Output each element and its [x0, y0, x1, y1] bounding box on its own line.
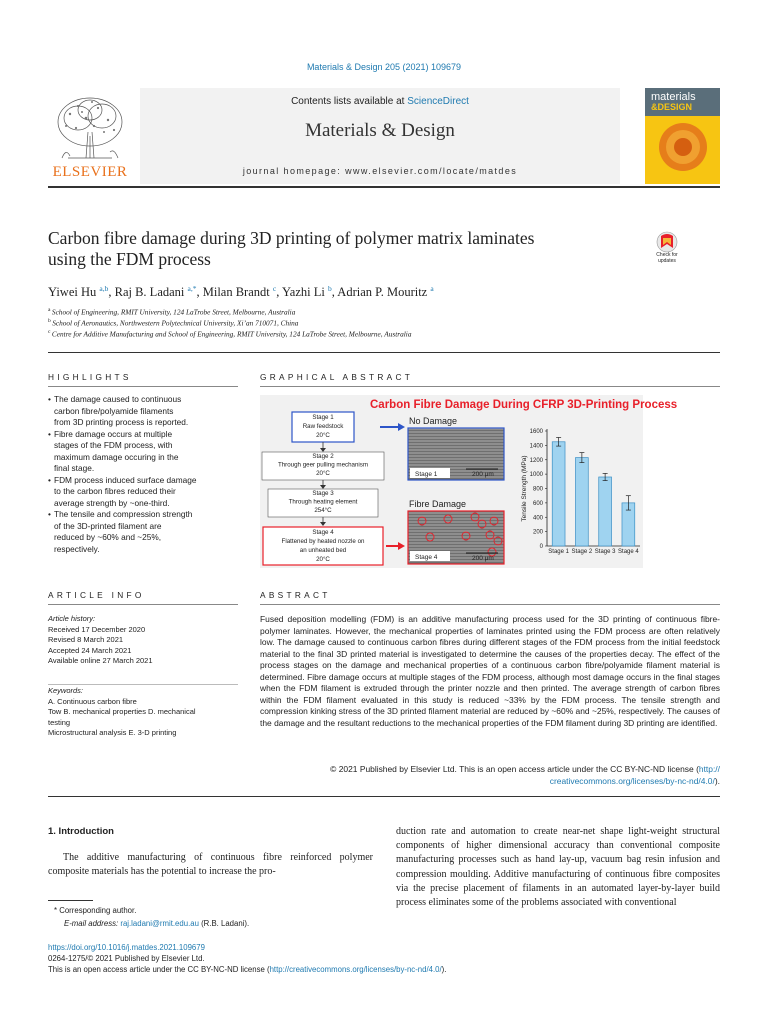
graphical-abstract-heading: GRAPHICAL ABSTRACT: [260, 372, 414, 382]
stage-1-label: Stage 1: [312, 414, 334, 421]
license-prefix: This is an open access article under the CC BY-NC-ND license (: [48, 965, 270, 974]
stage-2-temp: 20°C: [316, 470, 330, 477]
y-axis-title: Tensile Strength (MPa): [521, 455, 528, 522]
history-accepted: Accepted 24 March 2021: [48, 645, 132, 655]
y-tick-label: 1400: [529, 443, 543, 450]
homepage-url[interactable]: www.elsevier.com/locate/matdes: [345, 166, 518, 176]
highlight-line: stages of the FDM process, with: [54, 440, 173, 450]
bar: [599, 477, 612, 546]
abstract-copyright: [260, 764, 720, 787]
license-suffix: ).: [441, 965, 447, 974]
x-tick-label: Stage 4: [618, 549, 639, 555]
stage-1-desc: Raw feedstock: [302, 423, 344, 430]
intro-paragraph-left: The additive manufacturing of continuous fibre reinforced polymer composite materials has the potential to increase the pro-: [48, 852, 373, 878]
abstract-text: Fused deposition modelling (FDM) is an additive manufacturing process used for the 3D printing of continuous fibre-polymer laminates. However, the mechanical properties of laminates printed using the FDM process are often relatively low. The damage caused to continuous carbon fibres during different stages of the FDM process from the initial feedstock material to the final 3D printed material is investigated to determine the causes of the properties decay. The effect of the process stages on the damage and mechanical properties of a continuous carbon fibre/polyamide filament material is determined. Fibre damage occurs at multiple stages of the FDM process, although most damage occurs in the final stages when the FDM filament is extruded through the printer nozzle and then printed. The average strength of carbon fibres within the FDM filament evaluated in this study is reduced ~33% by the FDM process. The tensile strength and compression kinking stress of the 3D printed filament material are reduced by ~60% and ~25%, respectively. The causes of the damage and the resultant reductions to the mechanical properties of the FDM filament during 3D printing are identified.: [260, 614, 720, 728]
bar: [575, 458, 588, 546]
history-online: Available online 27 March 2021: [48, 656, 153, 665]
author-affil-sup[interactable]: a,*: [187, 284, 197, 293]
stage-4-label: Stage 4: [312, 529, 334, 536]
highlight-line: to the carbon fibres reduced their: [54, 486, 176, 496]
footnote-rule: [48, 900, 93, 901]
journal-homepage: [140, 166, 620, 176]
highlight-line: respectively.: [54, 543, 100, 554]
email-suffix: (R.B. Ladani).: [198, 919, 250, 928]
y-tick-label: 1200: [529, 457, 543, 464]
stage-4-tag: Stage 4: [415, 554, 438, 561]
check-updates-line-2: updates: [658, 258, 676, 264]
highlights-heading: HIGHLIGHTS: [48, 372, 132, 382]
title-line-1: Carbon fibre damage during 3D printing of polymer matrix laminates: [48, 228, 535, 248]
highlights-list: [48, 394, 228, 555]
keywords: [48, 686, 238, 739]
cover-title-1: materials: [651, 91, 696, 103]
highlight-item: [48, 509, 228, 555]
graphical-abstract-rule: [260, 386, 720, 387]
publication-info: [48, 942, 728, 975]
license-url-link[interactable]: http://creativecommons.org/licenses/by-nc-nd/4.0/: [269, 965, 442, 974]
highlight-line: • Fibre damage occurs at multiple: [54, 428, 173, 439]
stage-2-desc: Through geer pulling mechanism: [277, 461, 369, 469]
affiliations-rule: [48, 352, 720, 353]
affiliation-b: [48, 318, 728, 327]
highlight-line: carbon fibre/polyamide filaments: [54, 405, 174, 416]
article-info-heading: ARTICLE INFO: [48, 590, 145, 600]
author-name[interactable]: Milan Brandt: [202, 285, 270, 300]
keyword-item: Microstructural analysis E. 3-D printing: [48, 728, 177, 737]
license-line: [48, 964, 728, 975]
stage-3-label: Stage 3: [312, 490, 334, 497]
author-affil-sup[interactable]: a: [430, 284, 434, 293]
highlight-line: • FDM process induced surface damage: [54, 474, 197, 485]
highlight-line: final stage.: [54, 463, 95, 473]
highlight-line: from 3D printing process is reported.: [54, 417, 189, 427]
title-line-2: using the FDM process: [48, 249, 211, 269]
license-link-2[interactable]: creativecommons.org/licenses/by-nc-nd/4.0/: [549, 775, 715, 786]
elsevier-wordmark: ELSEVIER: [52, 164, 128, 180]
author-name[interactable]: Yazhi Li: [282, 285, 325, 300]
highlight-line: • The damage caused to continuous: [54, 394, 182, 404]
sciencedirect-link[interactable]: ScienceDirect: [407, 96, 469, 107]
copyright-text: © 2021 Published by Elsevier Ltd. This is an open access article under the CC BY-NC-ND license (: [330, 764, 699, 774]
bar: [552, 442, 565, 546]
abstract-heading: ABSTRACT: [260, 590, 331, 600]
footnote-corresponding: * Corresponding author.: [54, 906, 137, 915]
email-link[interactable]: raj.ladani@rmit.edu.au: [120, 919, 199, 928]
highlight-line: of the 3D-printed filament are: [54, 520, 162, 531]
author-name[interactable]: Adrian P. Mouritz: [337, 285, 428, 300]
affiliation-text: School of Aeronautics, Northwestern Polytechnical University, Xi’an 710071, China: [52, 318, 299, 328]
y-tick-label: 400: [532, 515, 543, 522]
highlight-line: maximum damage occuring in the: [54, 451, 179, 462]
highlight-line: • The tensile and compression strength: [54, 509, 193, 519]
highlight-item: [48, 429, 228, 475]
y-tick-label: 1000: [529, 472, 543, 479]
affiliation-c: [48, 329, 728, 338]
affiliation-sup: a: [48, 307, 51, 313]
scale-label-top: 200 μm: [472, 471, 494, 478]
journal-cover: [645, 88, 720, 184]
doi-link[interactable]: https://doi.org/10.1016/j.matdes.2021.109679: [48, 943, 205, 952]
keyword-item: testing: [48, 717, 71, 727]
author-list: Yiwei Hu $^{a,b}$, Raj B. Ladani $^{a,*}$, Milan Brandt $^c$, Yazhi Li $^b$, Adrian P. Mouritz $^a$: [48, 284, 434, 300]
scale-label-bottom: 200 μm: [472, 555, 494, 562]
fibre-damage-title: Fibre Damage: [409, 499, 467, 509]
stage-4-desc-1: Flattened by heated nozzle on: [281, 538, 365, 545]
x-tick-label: Stage 1: [548, 549, 569, 555]
y-tick-label: 0: [539, 544, 543, 550]
y-tick-label: 800: [532, 486, 543, 493]
highlight-item: [48, 475, 228, 510]
author-name[interactable]: Yiwei Hu: [48, 285, 97, 300]
highlight-line: average strength by ~one-third.: [54, 497, 170, 508]
stage-3-temp: 254°C: [314, 507, 332, 514]
check-updates-line-1: Check for: [656, 252, 678, 258]
affiliation-sup: c: [48, 329, 51, 335]
article-title: [48, 228, 628, 270]
stage-2-label: Stage 2: [312, 453, 334, 460]
check-for-updates-label[interactable]: [648, 252, 686, 264]
homepage-prefix: journal homepage:: [242, 166, 346, 176]
stage-3-desc: Through heating element: [288, 498, 358, 506]
article-info-rule: [48, 604, 238, 605]
y-tick-label: 1600: [529, 429, 543, 435]
graphical-abstract-figure: [260, 395, 678, 568]
author-affil-sup[interactable]: a,b: [99, 284, 109, 293]
history-received: Received 17 December 2020: [48, 624, 146, 634]
contents-prefix: Contents lists available at: [291, 96, 408, 107]
license-link-1[interactable]: http://: [698, 764, 720, 774]
copyright-end: ).: [714, 775, 720, 786]
journal-citation[interactable]: Materials & Design 205 (2021) 109679: [306, 62, 462, 72]
cover-title-2: &DESIGN: [651, 102, 693, 112]
keyword-item: Tow B. mechanical properties D. mechanical: [48, 707, 196, 716]
keyword-item: A. Continuous carbon fibre: [48, 696, 137, 706]
stage-4-temp: 20°C: [316, 556, 330, 563]
history-label: Article history:: [48, 614, 96, 623]
issn-line: 0264-1275/© 2021 Published by Elsevier Ltd.: [48, 954, 205, 963]
highlights-rule: [48, 386, 238, 387]
affiliation-text: School of Engineering, RMIT University, 124 LaTrobe Street, Melbourne, Australia: [51, 307, 296, 317]
affiliation-text: Centre for Additive Manufacturing and School of Engineering, RMIT University, 124 LaTrobe Street, Melbourne, Australia: [51, 329, 412, 339]
author-name[interactable]: Raj B. Ladani: [114, 285, 185, 300]
stage-1-temp: 20°C: [316, 432, 330, 439]
article-history: [48, 614, 238, 667]
x-tick-label: Stage 2: [571, 549, 593, 555]
y-tick-label: 600: [532, 500, 543, 507]
highlight-line: reduced by ~60% and ~25%,: [54, 532, 162, 542]
no-damage-title: No Damage: [409, 416, 458, 426]
author-affil-sup[interactable]: b: [327, 284, 332, 293]
y-tick-label: 200: [532, 529, 543, 536]
journal-title: Materials & Design: [305, 120, 455, 141]
affiliation-sup: b: [48, 318, 51, 324]
footnote-email: [64, 919, 249, 928]
highlight-item: [48, 394, 228, 429]
email-label: E-mail address:: [64, 919, 121, 928]
affiliation-a: [48, 307, 728, 316]
stage-1-tag: Stage 1: [415, 471, 438, 478]
cover-texture-image: [653, 118, 713, 176]
author-affil-sup[interactable]: c: [272, 284, 277, 293]
x-tick-label: Stage 3: [594, 549, 616, 555]
abstract-rule: [260, 604, 720, 605]
stage-4-desc-2: an unheated bed: [299, 547, 347, 554]
contents-available: [140, 96, 620, 107]
ga-figure-title: Carbon Fibre Damage During CFRP 3D-Printing Process: [370, 399, 678, 411]
history-revised: Revised 8 March 2021: [48, 635, 124, 644]
section-heading-introduction: 1. Introduction: [48, 826, 114, 837]
abstract-bottom-rule: [48, 796, 720, 797]
intro-paragraph-right: duction rate and automation to create near-net shape light-weight structural components of higher dimensional accuracy than conventional composite manufacturing processes such as hand lay-up, vacuum bag resin infusion and compression moulding. Additive manufacturing of continuous fibre composites via the precise placement of filaments in an automated layer-by-layer build process eliminates some of the problems associated with conventional: [396, 826, 720, 909]
header-rule: [48, 186, 720, 188]
keywords-rule: [48, 684, 238, 685]
keywords-label: Keywords:: [48, 686, 84, 695]
